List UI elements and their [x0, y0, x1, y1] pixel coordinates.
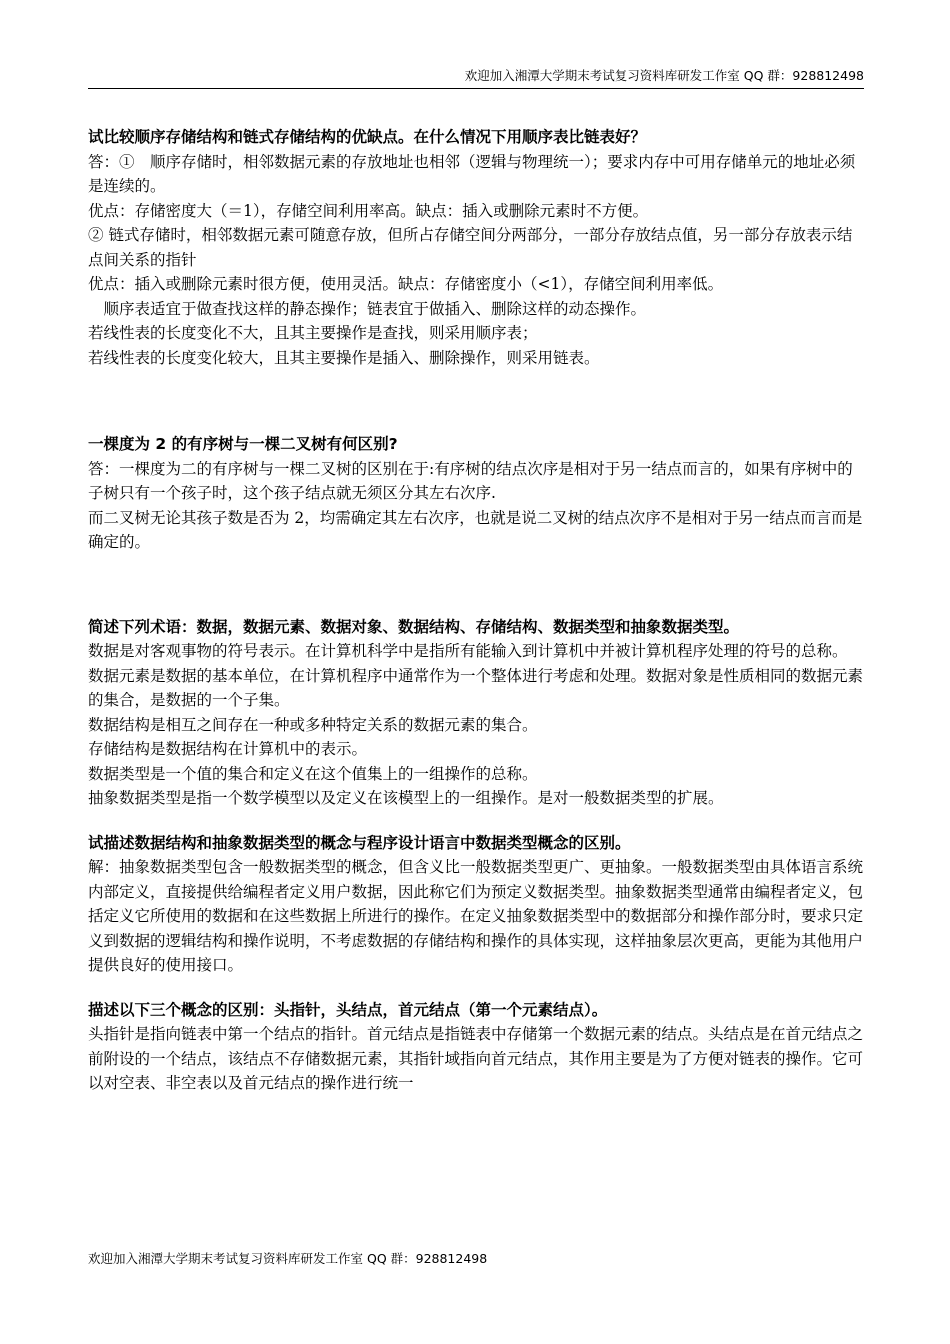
section-spacer [88, 811, 866, 831]
section-question: 描述以下三个概念的区别：头指针，头结点，首元结点（第一个元素结点）。 [88, 1000, 608, 1019]
section-head-pointer-concepts [88, 998, 866, 1096]
answer-paragraph: 而二叉树无论其孩子数是否为 2，均需确定其左右次序，也就是说二叉树的结点次序不是相对于另一结点而言而是确定的。 [88, 508, 863, 551]
section-spacer [88, 370, 866, 432]
section-adt-vs-datatype [88, 831, 866, 978]
answer-paragraph: 优点：插入或删除元素时很方便，使用灵活。缺点：存储密度小（<1），存储空间利用率低。 [88, 275, 724, 293]
answer-paragraph: 若线性表的长度变化不大，且其主要操作是查找，则采用顺序表； [88, 324, 538, 342]
section-spacer [88, 978, 866, 998]
answer-paragraph: 数据元素是数据的基本单位，在计算机程序中通常作为一个整体进行考虑和处理。数据对象是性质相同的数据元素的集合，是数据的一个子集。 [88, 666, 864, 709]
answer-paragraph: 优点：存储密度大（＝1），存储空间利用率高。缺点：插入或删除元素时不方便。 [88, 201, 649, 220]
section-terminology [88, 615, 866, 811]
document-body [88, 125, 866, 1096]
header-text: 欢迎加入湘潭大学期末考试复习资料库研发工作室 QQ 群：928812498 [464, 68, 864, 83]
footer-text: 欢迎加入湘潭大学期末考试复习资料库研发工作室 QQ 群：928812498 [88, 1251, 488, 1266]
section-ordered-tree-vs-binary-tree [88, 432, 866, 555]
answer-paragraph: 数据类型是一个值的集合和定义在这个值集上的一组操作的总称。 [88, 764, 538, 783]
answer-paragraph: 顺序表适宜于做查找这样的静态操作；链表宜于做插入、删除这样的动态操作。 [88, 299, 647, 318]
answer-paragraph: 数据是对客观事物的符号表示。在计算机科学中是指所有能输入到计算机中并被计算机程序处理的符号的总称。 [88, 642, 848, 660]
section-question: 试描述数据结构和抽象数据类型的概念与程序设计语言中数据类型概念的区别。 [88, 833, 631, 852]
answer-paragraph: 抽象数据类型是指一个数学模型以及定义在该模型上的一组操作。是对一般数据类型的扩展。 [88, 789, 724, 807]
page-footer [88, 1249, 487, 1269]
answer-paragraph: 若线性表的长度变化较大，且其主要操作是插入、删除操作，则采用链表。 [88, 348, 600, 367]
answer-paragraph: 答：一棵度为二的有序树与一棵二叉树的区别在于:有序树的结点次序是相对于另一结点而言的，如果有序树中的子树只有一个孩子时，这个孩子结点就无须区分其左右次序. [88, 459, 853, 502]
section-question: 试比较顺序存储结构和链式存储结构的优缺点。在什么情况下用顺序表比链表好？ [88, 128, 647, 146]
answer-paragraph: 解：抽象数据类型包含一般数据类型的概念，但含义比一般数据类型更广、更抽象。一般数据类型由具体语言系统内部定义，直接提供给编程者定义用户数据，因此称它们为预定义数据类型。抽象数据类型通常由编程者定义，包括定义它所使用的数据和在这些数据上所进行的操作。在定义抽象数据类型中的数据部分和操作部分时，要求只定义到数据的逻辑结构和操作说明，不考虑数据的存储结构和操作的具体实现，这样抽象层次更高，更能为其他用户提供良好的使用接口。 [88, 858, 864, 974]
section-question: 一棵度为 2 的有序树与一棵二叉树有何区别? [88, 435, 398, 453]
section-sequential-vs-linked [88, 125, 866, 370]
answer-paragraph: 数据结构是相互之间存在一种或多种特定关系的数据元素的集合。 [88, 715, 538, 734]
page-header [88, 66, 864, 89]
answer-paragraph: 头指针是指向链表中第一个结点的指针。首元结点是指链表中存储第一个数据元素的结点。头结点是在首元结点之前附设的一个结点，该结点不存储数据元素，其指针域指向首元结点，其作用主要是为了方便对链表的操作。它可以对空表、非空表以及首元结点的操作进行统一 [88, 1025, 864, 1092]
section-spacer [88, 555, 866, 615]
section-question: 简述下列术语：数据，数据元素、数据对象、数据结构、存储结构、数据类型和抽象数据类型。 [88, 617, 740, 636]
answer-paragraph: 答：① 顺序存储时，相邻数据元素的存放地址也相邻（逻辑与物理统一）；要求内存中可用存储单元的地址必须是连续的。 [88, 152, 856, 195]
answer-paragraph: ② 链式存储时，相邻数据元素可随意存放，但所占存储空间分两部分，一部分存放结点值，另一部分存放表示结点间关系的指针 [88, 226, 853, 269]
answer-paragraph: 存储结构是数据结构在计算机中的表示。 [88, 740, 368, 758]
